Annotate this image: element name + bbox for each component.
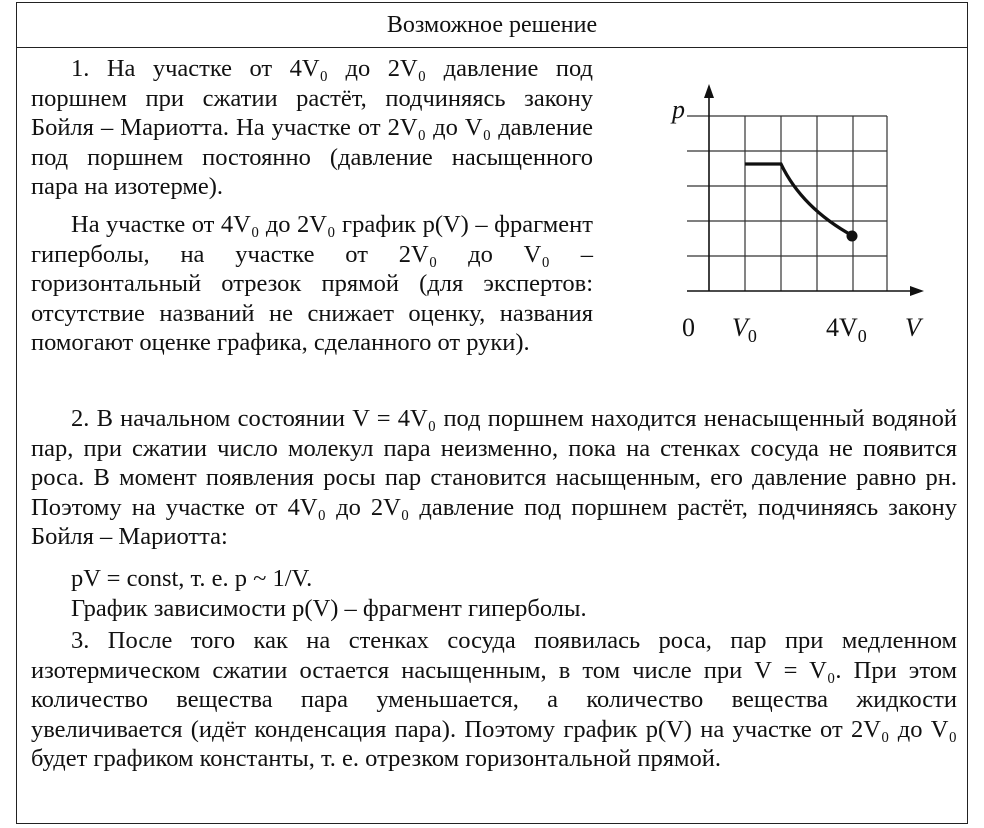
origin-label: 0 — [682, 313, 695, 342]
solution-frame — [16, 2, 968, 824]
formula-line — [31, 564, 957, 594]
tick-v0-main: V — [732, 313, 748, 342]
x-axis-arrow-icon — [910, 286, 924, 296]
end-point — [847, 231, 858, 242]
formula-text: pV = const, т. е. p ~ 1/V. — [71, 565, 313, 592]
pv-graph — [642, 78, 942, 358]
paragraph-1 — [31, 54, 593, 202]
paragraph-3-text: 2. В начальном состоянии V = 4V₀ под поршнем находится ненасыщенный водяной пар, при сжатии число молекул пара неизменно, пока на стенках сосуда не появится роса. В момент появления росы пар становится насыщенным, его давление равно pн. Поэтому на участке от 4V₀ до 2V₀ давление под поршнем растёт, подчиняясь закону Бойля – Мариотта: — [31, 405, 957, 550]
graph-note-text: График зависимости p(V) – фрагмент гиперболы. — [71, 595, 587, 622]
y-axis-arrow-icon — [704, 84, 714, 98]
y-axis-label: p — [672, 95, 685, 124]
graph-grid — [687, 116, 887, 291]
graph-note — [31, 594, 957, 624]
tick-v0-sub: 0 — [747, 326, 757, 346]
tick-label-4v0 — [826, 313, 867, 346]
paragraph-1-text: 1. На участке от 4V₀ до 2V₀ давление под поршнем при сжатии растёт, подчиняясь закону Бойля – Мариотта. На участке от 2V₀ до V₀ давление под поршнем постоянно (давление насыщенного пара на изотерме). — [31, 55, 593, 200]
x-axis-label: V — [905, 313, 921, 342]
tick-label-v0 — [732, 313, 757, 346]
header-title: Возможное решение — [17, 3, 967, 48]
paragraph-2 — [31, 210, 593, 358]
paragraph-6-text: 3. После того как на стенках сосуда появилась роса, пар при медленном изотермическом сжатии остается насыщенным, в том числе при V = V₀. При этом количество вещества пара уменьшается, а количество вещества жидкости увеличивается (идёт конденсация пара). Поэтому график p(V) на участке от 2V₀ до V₀ будет графиком константы, т. е. отрезком горизонтальной прямой. — [31, 627, 957, 772]
paragraph-3 — [31, 404, 957, 552]
tick-4v0-sub: 0 — [857, 326, 867, 346]
tick-4v0-main: 4V — [826, 313, 858, 342]
pv-curve — [745, 164, 853, 236]
paragraph-2-text: На участке от 4V₀ до 2V₀ график p(V) – фрагмент гиперболы, на участке от 2V₀ до V₀ – горизонтальный отрезок прямой (для экспертов: отсутствие названий не снижает оценку, названия помогают оценке графика, сделанного от руки). — [31, 211, 593, 356]
paragraph-6 — [31, 626, 957, 774]
